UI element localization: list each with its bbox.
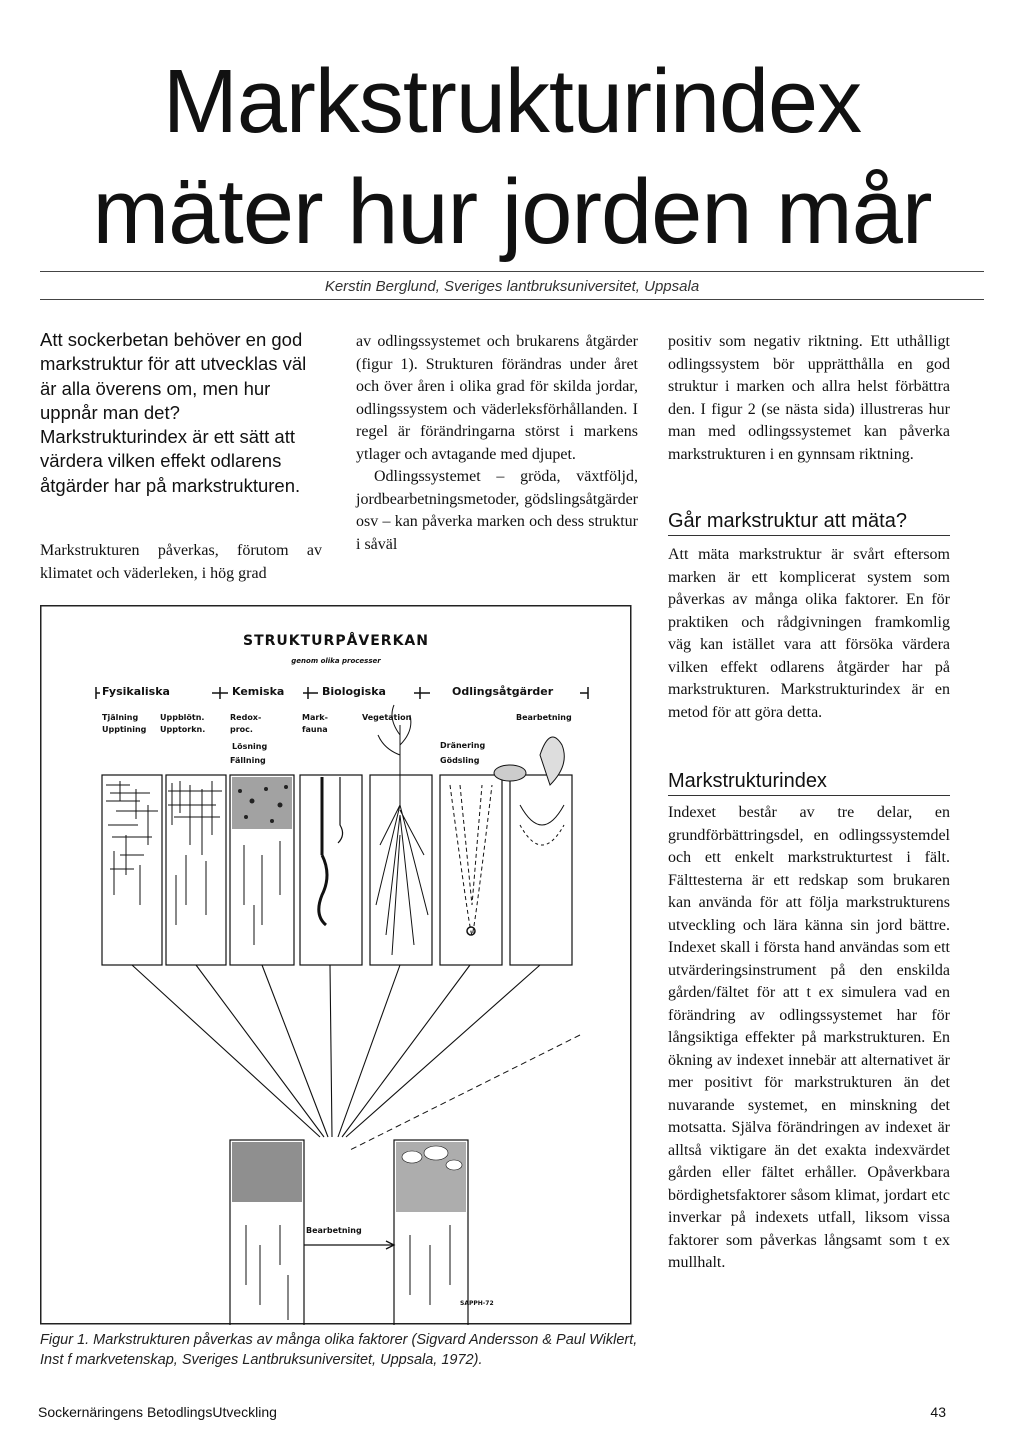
soil-column-frost <box>102 775 162 965</box>
lead-paragraph: Att sockerbetan behöver en god markstruktur för att utvecklas väl är alla överens om, men hur uppnår man det? Markstrukturindex är ett sätt att värdera vilken effekt odlarens åtgärder har på markstrukturen. <box>40 329 307 496</box>
soil-column-wetting <box>166 775 226 965</box>
column-3-body <box>668 331 950 466</box>
top-rule <box>40 271 984 272</box>
sub-label: Uppblötn. <box>160 713 205 722</box>
column-3-section-1 <box>668 544 950 724</box>
bottom-label: Bearbetning <box>306 1226 362 1235</box>
category-label: Biologiska <box>322 685 386 698</box>
soil-column-vegetation <box>370 775 432 965</box>
category-label: Odlingsåtgärder <box>452 685 554 698</box>
soil-column-fauna <box>300 775 362 965</box>
footer-publication: Sockernäringens BetodlingsUtveckling <box>38 1404 277 1420</box>
sub-label: Vegetation <box>362 713 412 722</box>
sub-label: Tjälning <box>102 713 139 722</box>
bottom-rule <box>40 299 984 300</box>
sub-label: Upptorkn. <box>160 725 206 734</box>
sub-label: Lösning <box>232 742 268 751</box>
sub-label: Mark- <box>302 713 328 722</box>
figure-title: STRUKTURPÅVERKAN <box>242 633 430 649</box>
figure-signature: SAPPH-72 <box>460 1300 494 1307</box>
col3-paragraph-1: positiv som negativ riktning. Ett uthålligt odlingssystem bör upprätthålla en god struktur i marken och allra helst förbättra den. I figur 2 (se nästa sida) illustreras hur man med odlingssystemet kan påverka markstrukturen i en gynnsam riktning. <box>668 333 950 463</box>
sub-label: fauna <box>302 725 328 734</box>
sub-label: Redox- <box>230 713 262 722</box>
page-number: 43 <box>930 1404 946 1420</box>
section-heading-measure: Går markstruktur att mäta? <box>668 510 950 536</box>
sub-label: Gödsling <box>440 756 480 765</box>
col1-paragraph: Markstrukturen påverkas, förutom av klimatet och väderleken, i hög grad <box>40 542 322 582</box>
col2-paragraph-1: av odlingssystemet och brukarens åtgärder (figur 1). Strukturen förändras under året och över åren i olika grad för skilda jordar, odlingssystem och väderleksförhållanden. I regel är förändringarna störst i markens ytlager och avtagande med djupet. <box>356 333 638 463</box>
soil-column-tillage <box>510 775 572 965</box>
category-label: Kemiska <box>232 685 285 698</box>
sub-label: Fällning <box>230 756 266 765</box>
soil-column-drainage <box>440 775 502 965</box>
column-2-body <box>356 331 638 556</box>
article-title-line1: Markstrukturindex <box>162 52 862 152</box>
sub-label: Bearbetning <box>516 713 572 722</box>
sub-label: Dränering <box>440 741 486 750</box>
byline: Kerstin Berglund, Sveriges lantbruksuniversitet, Uppsala <box>324 278 700 295</box>
col3-paragraph-3: Indexet består av tre delar, en grundförbättringsdel, en odlingssystemdel och ett enkelt markstrukturtest i fält. Fälttesterna är ett redskap som brukaren kan använda för att följa markstrukturens utveckling och lära känna sin jord bättre. Indexet skall i första hand användas som ett utvärderingsinstrument på den enskilda gården/fältet för att t ex simulera vad en förändring av odlingssystemet har för långsiktiga effekter på markstrukturen. En ökning av indexet innebär att alternativet är mer positivt för markstrukturen än det nuvarande systemet, en minskning det motsatta. Själva förändringen av indexet är alltså viktigare än det exakta indexvärdet gården eller fältet erhåller. Opåverkbara bördighetsfaktorer såsom klimat, jordart etc inverkar på indexets utfall, liksom vissa faktorer som påverkas långsamt som t ex mullhalt. <box>668 804 950 1271</box>
column-1-body <box>40 540 322 585</box>
section-heading-index: Markstrukturindex <box>668 770 950 796</box>
figure-diagram <box>40 605 640 1325</box>
column-3-section-2 <box>668 802 950 1275</box>
col3-paragraph-2: Att mäta markstruktur är svårt eftersom marken är ett komplicerat system som påverkas av många olika faktorer. En för praktiken och rådgivningen framkomlig väg kan istället vara att försöka värdera vilken effekt odlarens åtgärder har på markstrukturen. Markstrukturindex är en metod för att göra detta. <box>668 546 950 721</box>
figure-subtitle: genom olika processer <box>291 657 381 665</box>
category-label: Fysikaliska <box>102 685 170 698</box>
col2-paragraph-2: Odlingssystemet – gröda, växtföljd, jordbearbetningsmetoder, gödslingsåtgärder osv – kan påverka marken och dess struktur i såväl <box>356 468 638 553</box>
sub-label: proc. <box>230 725 253 734</box>
article-title-line2: mäter hur jorden mår <box>92 161 932 263</box>
sub-label: Upptining <box>102 725 147 734</box>
figure-caption: Figur 1. Markstrukturen påverkas av många olika faktorer (Sigvard Andersson & Paul Wiklert, Inst f markvetenskap, Sveriges Lantbruksuniversitet, Uppsala, 1972). <box>40 1332 638 1368</box>
